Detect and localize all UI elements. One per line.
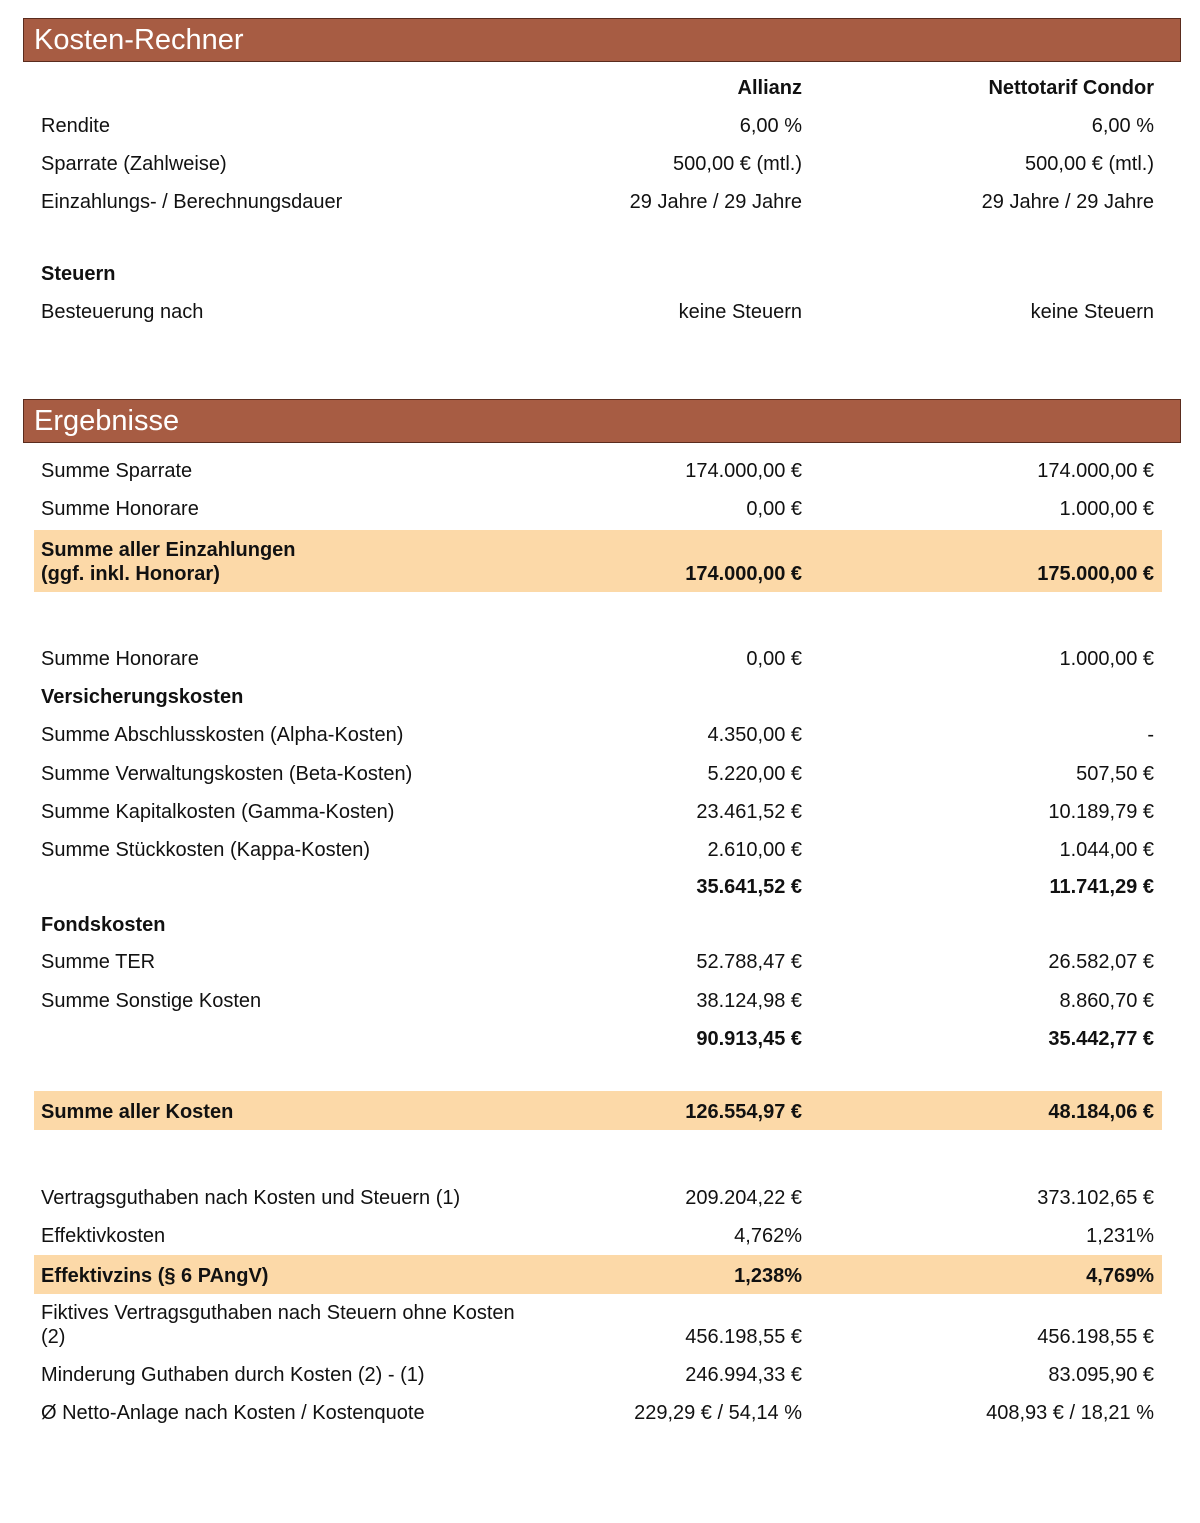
value-condor: 83.095,90 € <box>1048 1364 1154 1386</box>
value-condor: 175.000,00 € <box>1037 563 1154 585</box>
value-condor: 1,231% <box>1086 1225 1154 1247</box>
value-allianz: 52.788,47 € <box>696 951 802 973</box>
value-allianz: 0,00 € <box>746 648 802 670</box>
subheading-label: Versicherungskosten <box>41 686 244 708</box>
row-vertragsguthaben <box>34 1186 1162 1210</box>
row-summe-ter <box>34 950 1162 974</box>
subheading-label: Fondskosten <box>41 914 166 936</box>
row-versicherungskosten-total <box>34 875 1162 899</box>
row-dauer <box>34 190 1162 214</box>
value-allianz: 500,00 € (mtl.) <box>673 153 802 175</box>
value-allianz: 35.641,52 € <box>696 876 802 898</box>
value-allianz: 456.198,55 € <box>685 1326 802 1348</box>
row-fondskosten-total <box>34 1027 1162 1051</box>
value-allianz: 29 Jahre / 29 Jahre <box>629 191 802 213</box>
row-label: Summe Honorare <box>41 498 199 520</box>
row-label: Summe Sparrate <box>41 460 193 482</box>
value-condor: 1.000,00 € <box>1059 498 1154 520</box>
value-condor: 507,50 € <box>1076 763 1154 785</box>
subheading-versicherungskosten <box>34 685 1162 709</box>
value-allianz: 174.000,00 € <box>685 460 802 482</box>
row-label: Summe Verwaltungskosten (Beta-Kosten) <box>41 763 413 785</box>
row-netto-anlage <box>34 1401 1162 1425</box>
row-label: Summe Kapitalkosten (Gamma-Kosten) <box>41 801 395 823</box>
row-summe-honorare <box>34 497 1162 521</box>
subheading-fondskosten <box>34 913 1162 937</box>
value-condor: - <box>1147 724 1154 746</box>
label-line-2: (2) <box>41 1326 66 1348</box>
value-allianz: 4.350,00 € <box>707 724 802 746</box>
value-allianz: 23.461,52 € <box>696 801 802 823</box>
value-allianz: 0,00 € <box>746 498 802 520</box>
value-condor: 35.442,77 € <box>1048 1028 1154 1050</box>
value-allianz: 38.124,98 € <box>696 990 802 1012</box>
value-allianz: 4,762% <box>734 1225 802 1247</box>
row-label: Summe aller Kosten <box>41 1101 234 1123</box>
row-alpha-kosten <box>34 723 1162 747</box>
row-minderung <box>34 1363 1162 1387</box>
value-allianz: 2.610,00 € <box>707 839 802 861</box>
row-effektivkosten <box>34 1224 1162 1248</box>
value-condor: 174.000,00 € <box>1037 460 1154 482</box>
row-label: Einzahlungs- / Berechnungsdauer <box>41 191 343 213</box>
row-summe-einzahlungen <box>34 530 1162 592</box>
row-kappa-kosten <box>34 838 1162 862</box>
row-summe-aller-kosten <box>34 1091 1162 1130</box>
section-title: Ergebnisse <box>34 405 180 437</box>
value-condor: 408,93 € / 18,21 % <box>986 1402 1154 1424</box>
row-label: Vertragsguthaben nach Kosten und Steuern (1) <box>41 1187 461 1209</box>
subheading-steuern <box>34 262 1162 286</box>
row-label <box>41 1301 515 1349</box>
value-allianz: 174.000,00 € <box>685 563 802 585</box>
row-sparrate <box>34 152 1162 176</box>
value-allianz: 229,29 € / 54,14 % <box>634 1402 802 1424</box>
row-sonstige-kosten <box>34 989 1162 1013</box>
row-label: Sparrate (Zahlweise) <box>41 153 227 175</box>
value-condor: 10.189,79 € <box>1048 801 1154 823</box>
row-summe-sparrate <box>34 459 1162 483</box>
value-condor: 26.582,07 € <box>1048 951 1154 973</box>
row-besteuerung <box>34 300 1162 324</box>
value-allianz: 209.204,22 € <box>685 1187 802 1209</box>
section-header-kosten-rechner <box>23 18 1181 62</box>
value-condor: 6,00 % <box>1091 115 1154 137</box>
value-condor: 48.184,06 € <box>1048 1101 1154 1123</box>
section-header-ergebnisse <box>23 399 1181 443</box>
row-label: Ø Netto-Anlage nach Kosten / Kostenquote <box>41 1402 425 1424</box>
value-allianz: 6,00 % <box>739 115 802 137</box>
row-label <box>41 538 296 586</box>
value-allianz: 126.554,97 € <box>685 1101 802 1123</box>
row-label: Effektivkosten <box>41 1225 166 1247</box>
label-line-1: Fiktives Vertragsguthaben nach Steuern ohne Kosten <box>41 1302 515 1324</box>
value-allianz: keine Steuern <box>678 301 802 323</box>
row-rendite <box>34 114 1162 138</box>
value-condor: 456.198,55 € <box>1037 1326 1154 1348</box>
value-condor: 1.044,00 € <box>1059 839 1154 861</box>
value-condor: 1.000,00 € <box>1059 648 1154 670</box>
value-condor: 8.860,70 € <box>1059 990 1154 1012</box>
row-label: Besteuerung nach <box>41 301 204 323</box>
row-label: Summe TER <box>41 951 156 973</box>
row-label: Effektivzins (§ 6 PAngV) <box>41 1265 269 1287</box>
value-condor: 500,00 € (mtl.) <box>1025 153 1154 175</box>
row-label: Summe Honorare <box>41 648 199 670</box>
row-label: Rendite <box>41 115 110 137</box>
row-label: Minderung Guthaben durch Kosten (2) - (1) <box>41 1364 425 1386</box>
value-allianz: 5.220,00 € <box>707 763 802 785</box>
label-line-2: (ggf. inkl. Honorar) <box>41 563 220 585</box>
row-summe-honorare-2 <box>34 647 1162 671</box>
value-condor: keine Steuern <box>1030 301 1154 323</box>
row-label: Summe Stückkosten (Kappa-Kosten) <box>41 839 371 861</box>
value-condor: 29 Jahre / 29 Jahre <box>981 191 1154 213</box>
row-beta-kosten <box>34 762 1162 786</box>
value-allianz: 1,238% <box>734 1265 802 1287</box>
row-fiktives-guthaben <box>34 1301 1162 1349</box>
value-allianz: 90.913,45 € <box>696 1028 802 1050</box>
row-gamma-kosten <box>34 800 1162 824</box>
value-condor: 11.741,29 € <box>1049 876 1154 898</box>
value-condor: 4,769% <box>1086 1265 1154 1287</box>
column-header-condor: Nettotarif Condor <box>988 77 1154 99</box>
row-label: Summe Abschlusskosten (Alpha-Kosten) <box>41 724 404 746</box>
row-effektivzins <box>34 1255 1162 1294</box>
section-title: Kosten-Rechner <box>34 24 244 56</box>
value-condor: 373.102,65 € <box>1037 1187 1154 1209</box>
column-header-allianz: Allianz <box>737 77 802 99</box>
row-label: Summe Sonstige Kosten <box>41 990 262 1012</box>
subheading-label: Steuern <box>41 263 116 285</box>
value-allianz: 246.994,33 € <box>685 1364 802 1386</box>
label-line-1: Summe aller Einzahlungen <box>41 539 296 561</box>
